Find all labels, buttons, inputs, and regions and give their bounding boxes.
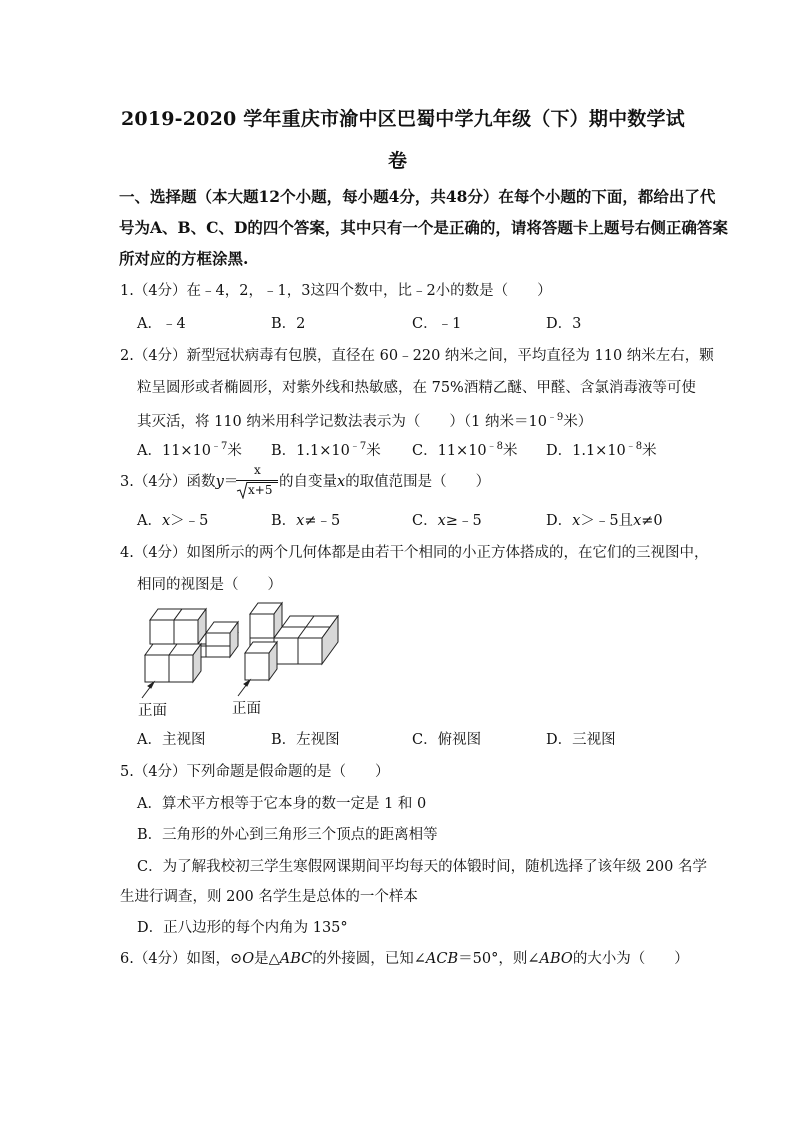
q5-option-c-line1: C．为了解我校初三学生寒假网课期间平均每天的体锻时间，随机选择了该年级 200 名学 — [137, 859, 707, 875]
q3-option-b: B．x≠﹣5 — [271, 513, 341, 529]
q5-option-b: B．三角形的外心到三角形三个顶点的距离相等 — [137, 827, 438, 843]
q2-option-b: B．$1.1\times 10^{﹣7}$米 — [271, 441, 381, 459]
question-4-line1: 4.（4分）如图所示的两个几何体都是由若干个相同的小正方体搭成的，在它们的三视图中， — [120, 545, 709, 561]
section-heading-line3: 所对应的方框涂黑. — [119, 249, 249, 268]
q5-option-d: D．正八边形的每个内角为 135° — [137, 920, 348, 936]
q2-option-c: C．$11\times 10^{﹣8}$米 — [412, 441, 518, 459]
q5-option-c-line2: 生进行调查，则 200 名学生是总体的一个样本 — [120, 889, 418, 905]
question-2-line1: 2.（4分）新型冠状病毒有包膜，直径在 60﹣220 纳米之间，平均直径为 110 纳米左右，颗 — [120, 348, 714, 364]
q4-front-label-right: 正面 — [232, 701, 261, 717]
question-2-line3: 其灭活，将 110 纳米用科学记数法表示为（ ）（1 纳米$=10^{﹣9}$米） — [137, 412, 593, 430]
q5-option-a: A．算术平方根等于它本身的数一定是 1 和 0 — [137, 796, 427, 812]
question-1-stem: 1.（4分）在﹣4，2，﹣1，3这四个数中，比﹣2小的数是（ ） — [120, 283, 552, 299]
section-heading-line1: 一、选择题（本大题12个小题，每小题4分，共48分）在每个小题的下面，都给出了代 — [119, 187, 716, 206]
q4-front-label-left: 正面 — [138, 703, 167, 719]
q3-option-c: C．x≥﹣5 — [412, 513, 482, 529]
section-heading-line2: 号为A、B、C、D的四个答案，其中只有一个是正确的，请将答题卡上题号右侧正确答案 — [119, 218, 728, 237]
q3-option-d: D．x＞﹣5且x≠0 — [546, 513, 663, 529]
q1-option-c: C．﹣1 — [412, 316, 462, 332]
q3-option-a: A．x＞﹣5 — [137, 513, 209, 529]
q1-option-a: A．﹣4 — [137, 316, 186, 332]
q1-option-d: D．3 — [546, 316, 582, 332]
q3-fraction-numerator: x — [254, 463, 261, 477]
square-root-icon — [236, 481, 248, 499]
q4-option-a: A．主视图 — [137, 732, 206, 748]
q3-fraction — [236, 463, 280, 499]
q4-option-d: D．三视图 — [546, 732, 616, 748]
question-4-line2: 相同的视图是（ ） — [137, 577, 282, 593]
left-solid — [142, 609, 238, 698]
question-5-stem: 5.（4分）下列命题是假命题的是（ ） — [120, 764, 390, 780]
page-title-cont: 卷 — [388, 150, 408, 172]
right-solid — [238, 603, 338, 696]
question-6-stem: 6.（4分）如图，⊙O是△ABC的外接圆，已知∠ACB＝50°，则∠ABO的大小为（ ） — [120, 951, 689, 967]
q4-option-c: C．俯视图 — [412, 732, 482, 748]
q3-fraction-denominator: x+5 — [248, 483, 273, 497]
question-3-stem-pre: 3.（4分）函数y＝ — [120, 474, 239, 490]
q2-option-a: A．$11\times 10^{﹣7}$米 — [137, 441, 242, 459]
q2-option-d: D．$1.1\times 10^{﹣8}$米 — [546, 441, 657, 459]
question-2-line2: 粒呈圆形或者椭圆形，对紫外线和热敏感，在 75%酒精乙醚、甲醛、含氯消毒液等可使 — [137, 380, 696, 396]
q4-option-b: B．左视图 — [271, 732, 340, 748]
question-3-stem-post: 的自变量x的取值范围是（ ） — [279, 474, 491, 490]
page-title: 2019-2020 学年重庆市渝中区巴蜀中学九年级（下）期中数学试 — [121, 108, 685, 130]
q1-option-b: B．2 — [271, 316, 306, 332]
